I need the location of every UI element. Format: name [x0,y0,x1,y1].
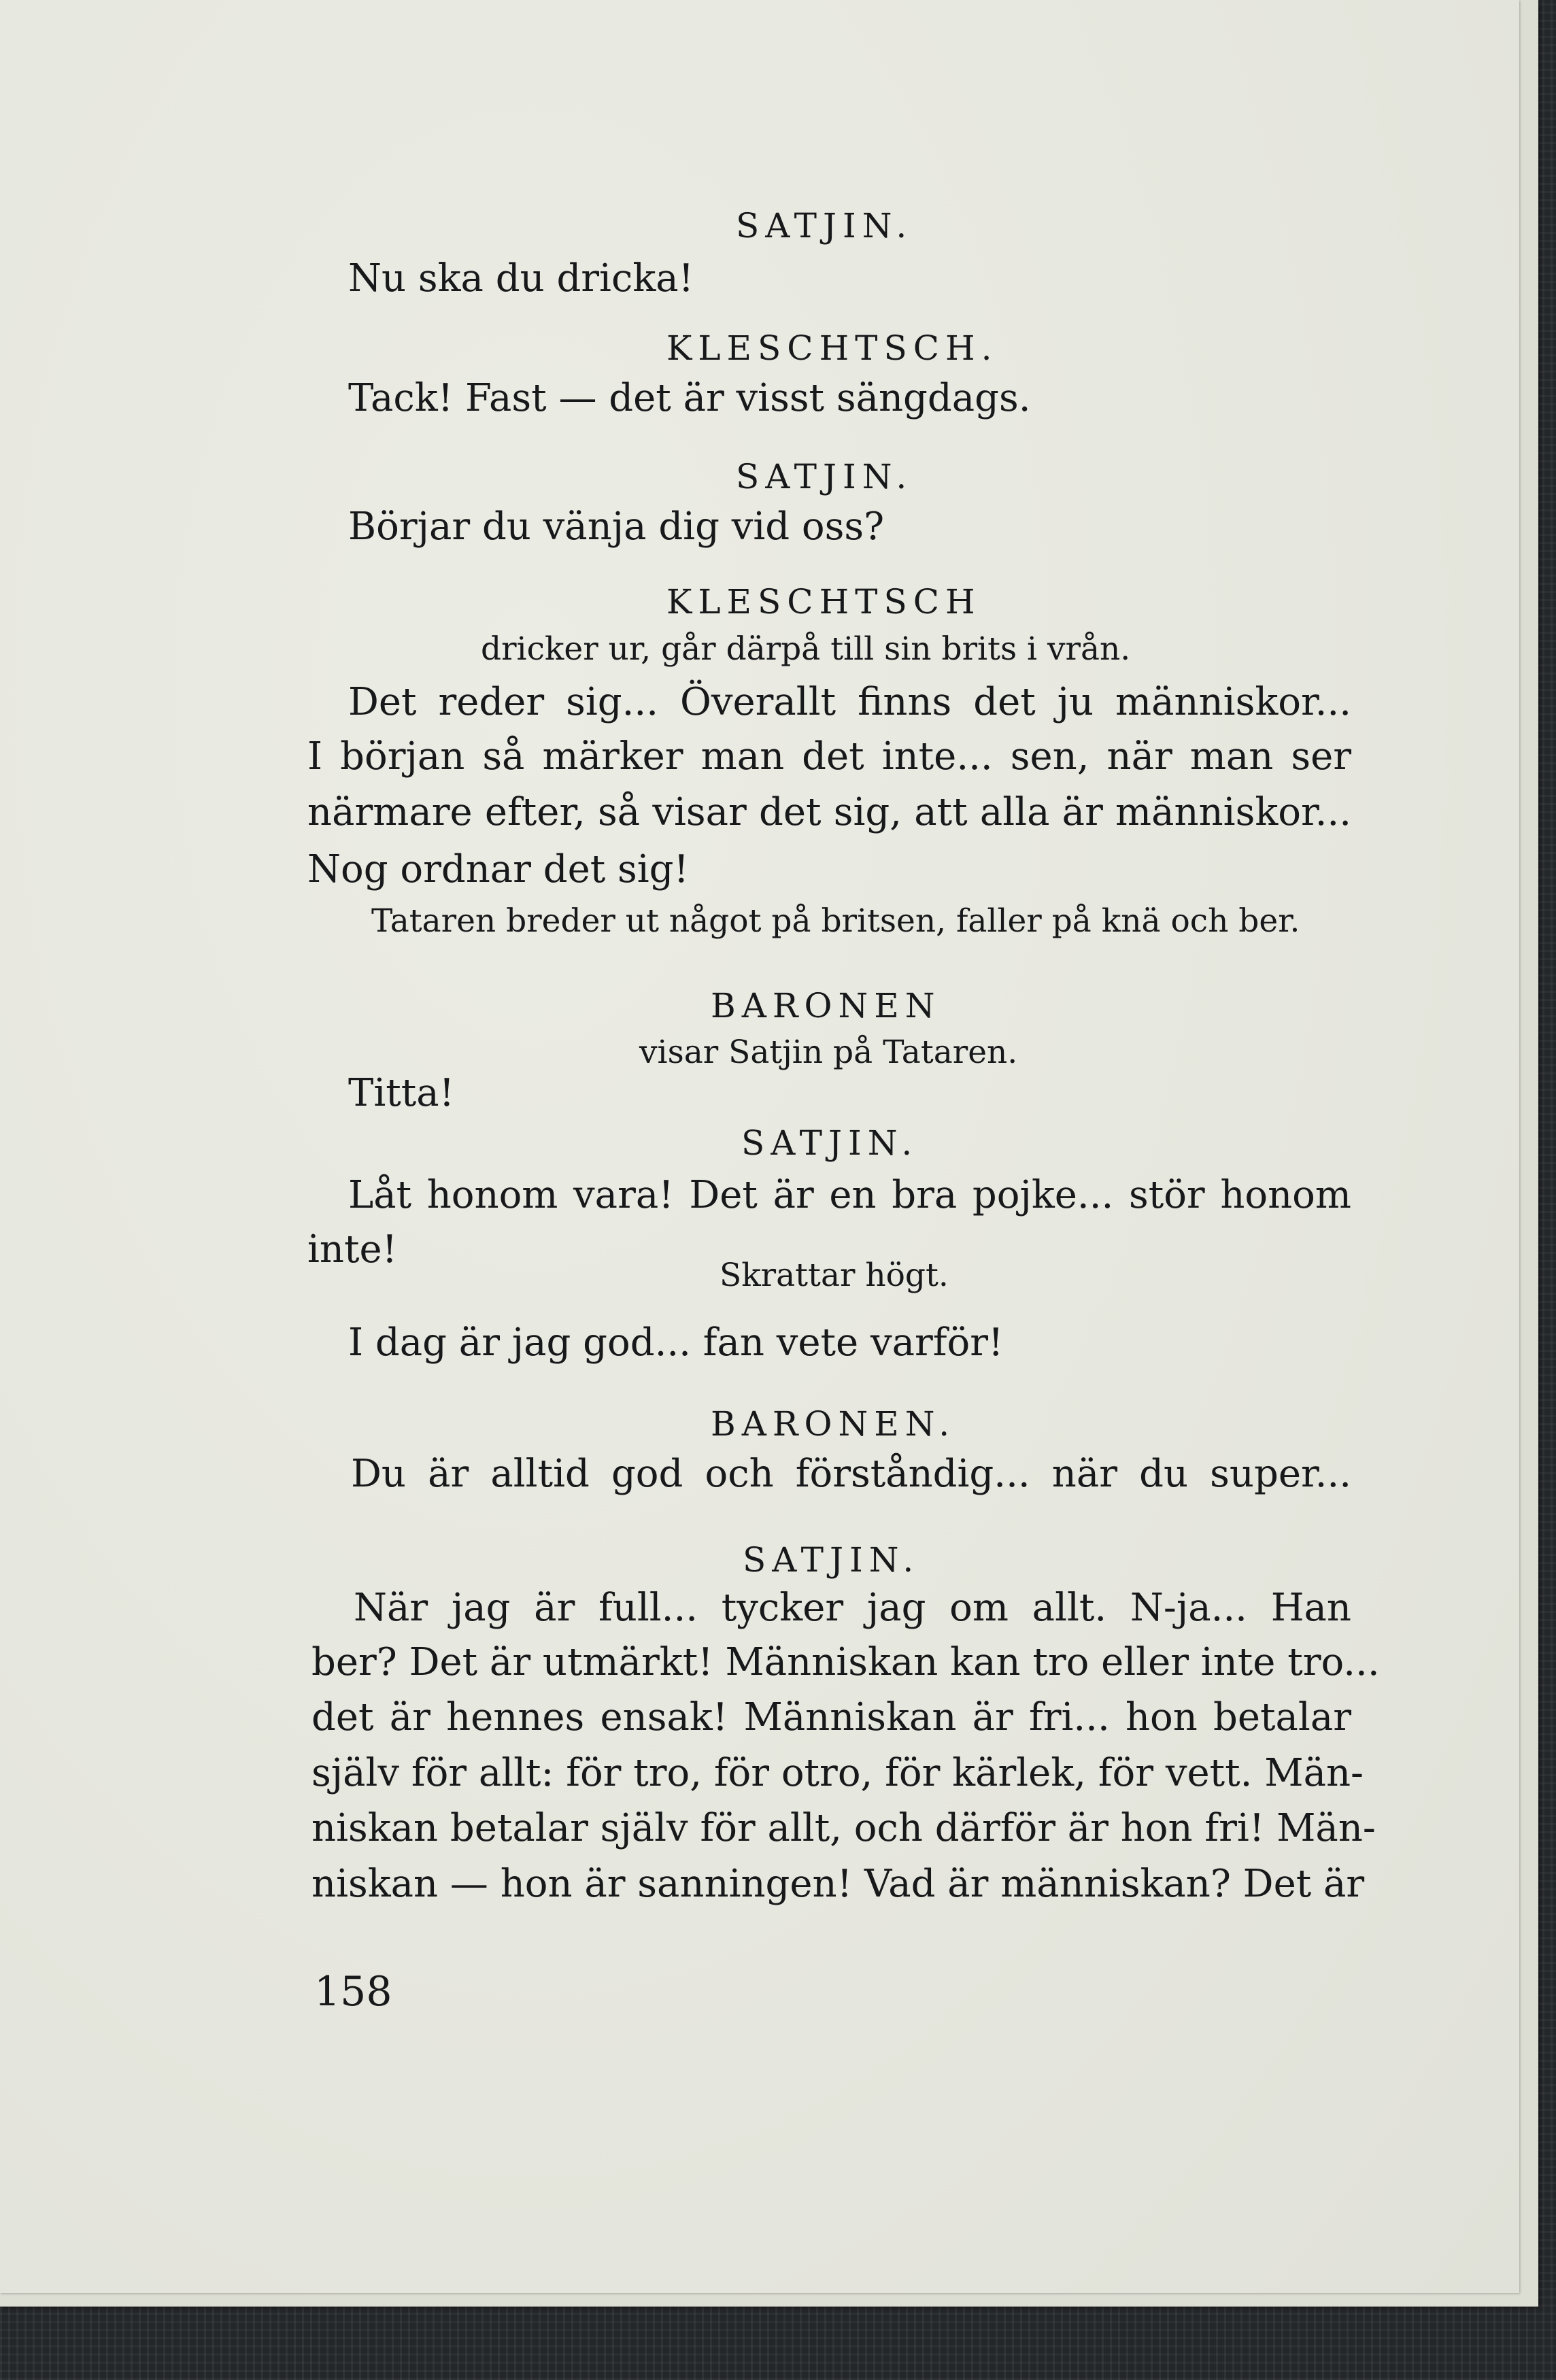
dialogue-line: närmare efter, så visar det sig, att alla är människor... [307,790,1351,834]
dialogue-line: Det reder sig... Överallt finns det ju människor... [348,680,1351,724]
dialogue-line: I dag är jag god... fan vete varför! [348,1321,1004,1365]
page-number: 158 [314,1968,392,2016]
dialogue-line: Tack! Fast — det är visst sängdags. [348,376,1031,420]
dialogue-line: Nog ordnar det sig! [307,847,690,891]
speaker-name: SATJIN. [736,206,913,245]
dialogue-line: inte! [307,1227,398,1272]
dialogue-line: Titta! [348,1071,455,1115]
dialogue-line: själv för allt: för tro, för otro, för kärlek, för vett. Män- [311,1751,1364,1795]
speaker-name: KLESCHTSCH. [666,328,998,368]
dialogue-line: Börjar du vänja dig vid oss? [348,505,885,549]
dialogue-line: ber? Det är utmärkt! Människan kan tro eller inte tro... [311,1640,1380,1684]
stage-direction: Tataren breder ut något på britsen, faller på knä och ber. [371,902,1300,940]
dialogue-line: I början så märker man det inte... sen, när man ser [307,734,1351,779]
stage-direction: visar Satjin på Tataren. [639,1034,1018,1071]
speaker-name: KLESCHTSCH [666,582,981,622]
dialogue-line: Du är alltid god och förståndig... när du super... [351,1452,1351,1496]
speaker-name: BARONEN. [711,1404,956,1444]
dialogue-line: Låt honom vara! Det är en bra pojke... stör honom [348,1173,1351,1217]
dialogue-line: niskan — hon är sanningen! Vad är människan? Det är [311,1862,1365,1906]
stage-direction: Skrattar högt. [720,1257,949,1294]
speaker-name: BARONEN [711,986,941,1025]
speaker-name: SATJIN. [741,1123,919,1163]
dialogue-line: När jag är full... tycker jag om allt. N-ja... Han [354,1586,1351,1630]
dialogue-line: niskan betalar själv för allt, och därför är hon fri! Män- [311,1806,1376,1850]
speaker-name: SATJIN. [736,457,913,496]
dialogue-line: det är hennes ensak! Människan är fri... hon betalar [311,1695,1351,1739]
speaker-name: SATJIN. [743,1540,920,1580]
stage-direction: dricker ur, går därpå till sin brits i vrån. [481,630,1131,668]
dialogue-line: Nu ska du dricka! [348,256,694,301]
